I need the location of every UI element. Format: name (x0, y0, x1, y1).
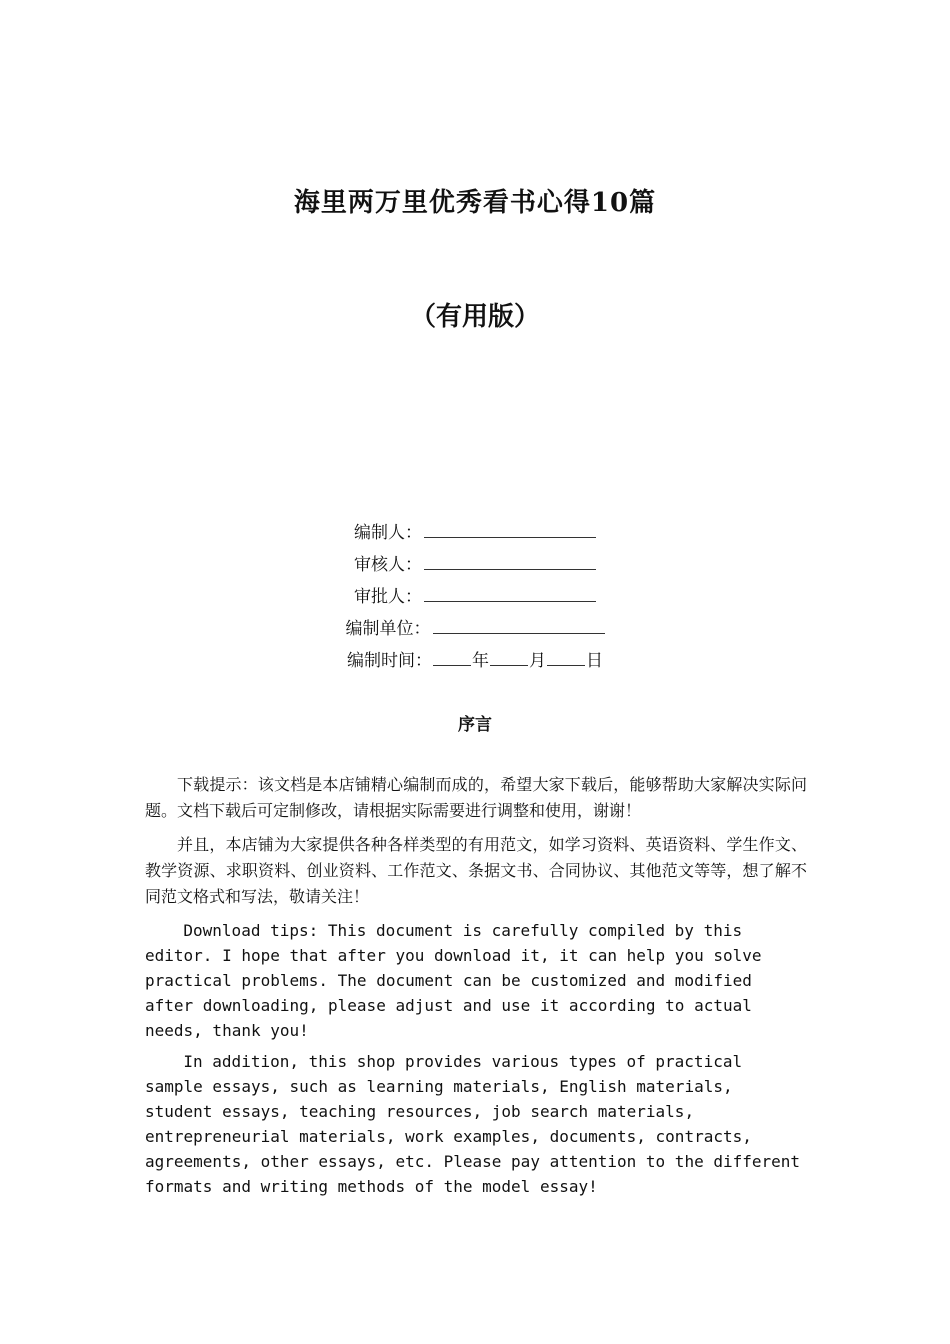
approver-label: 审批人： (354, 586, 422, 607)
signature-fields (0, 514, 950, 674)
date-label: 编制时间： (347, 650, 432, 671)
year-label: 年 (472, 650, 489, 671)
unit-blank-line (433, 619, 605, 634)
compiler-label: 编制人： (354, 522, 422, 543)
preface-body (145, 772, 807, 1205)
preface-paragraph-download-tip-en: Download tips: This document is carefully compiled by this editor. I hope that after you download it, it can help you solve practical problems. The document can be customized and modified after downloading, please adjust and use it according to actual needs, thank you! (145, 921, 762, 1040)
preface-heading: 序言 (458, 715, 492, 735)
reviewer-label: 审核人： (354, 554, 422, 575)
document-title: 海里两万里优秀看书心得10篇 (293, 188, 657, 218)
preface-paragraph-addition-en: In addition, this shop provides various types of practical sample essays, such as learning materials, English materials, student essays, teaching resources, job search materials, entrepreneurial materials, work examples, documents, contracts, agreements, other essays, etc. Please pay attention to the different formats and writing methods of the model essay! (145, 1052, 801, 1196)
compiler-field (0, 514, 950, 546)
month-blank-line (490, 651, 528, 666)
compiler-blank-line (424, 523, 596, 538)
month-label: 月 (529, 650, 546, 671)
day-blank-line (547, 651, 585, 666)
approver-field (0, 578, 950, 610)
date-field (0, 642, 950, 674)
unit-label: 编制单位： (345, 618, 431, 639)
preface-paragraph-addition-cn: 并且，本店铺为大家提供各种各样类型的有用范文，如学习资料、英语资料、学生作文、教学资源、求职资料、创业资料、工作范文、条据文书、合同协议、其他范文等等，想了解不同范文格式和写法，敬请关注！ (145, 835, 807, 906)
reviewer-field (0, 546, 950, 578)
reviewer-blank-line (424, 555, 596, 570)
year-blank-line (433, 651, 471, 666)
preface-paragraph-download-tip-cn: 下载提示：该文档是本店铺精心编制而成的，希望大家下载后，能够帮助大家解决实际问题。文档下载后可定制修改，请根据实际需要进行调整和使用，谢谢！ (145, 775, 807, 820)
unit-field (0, 610, 950, 642)
document-subtitle: （有用版） (409, 302, 540, 332)
day-label: 日 (586, 650, 603, 671)
approver-blank-line (424, 587, 596, 602)
